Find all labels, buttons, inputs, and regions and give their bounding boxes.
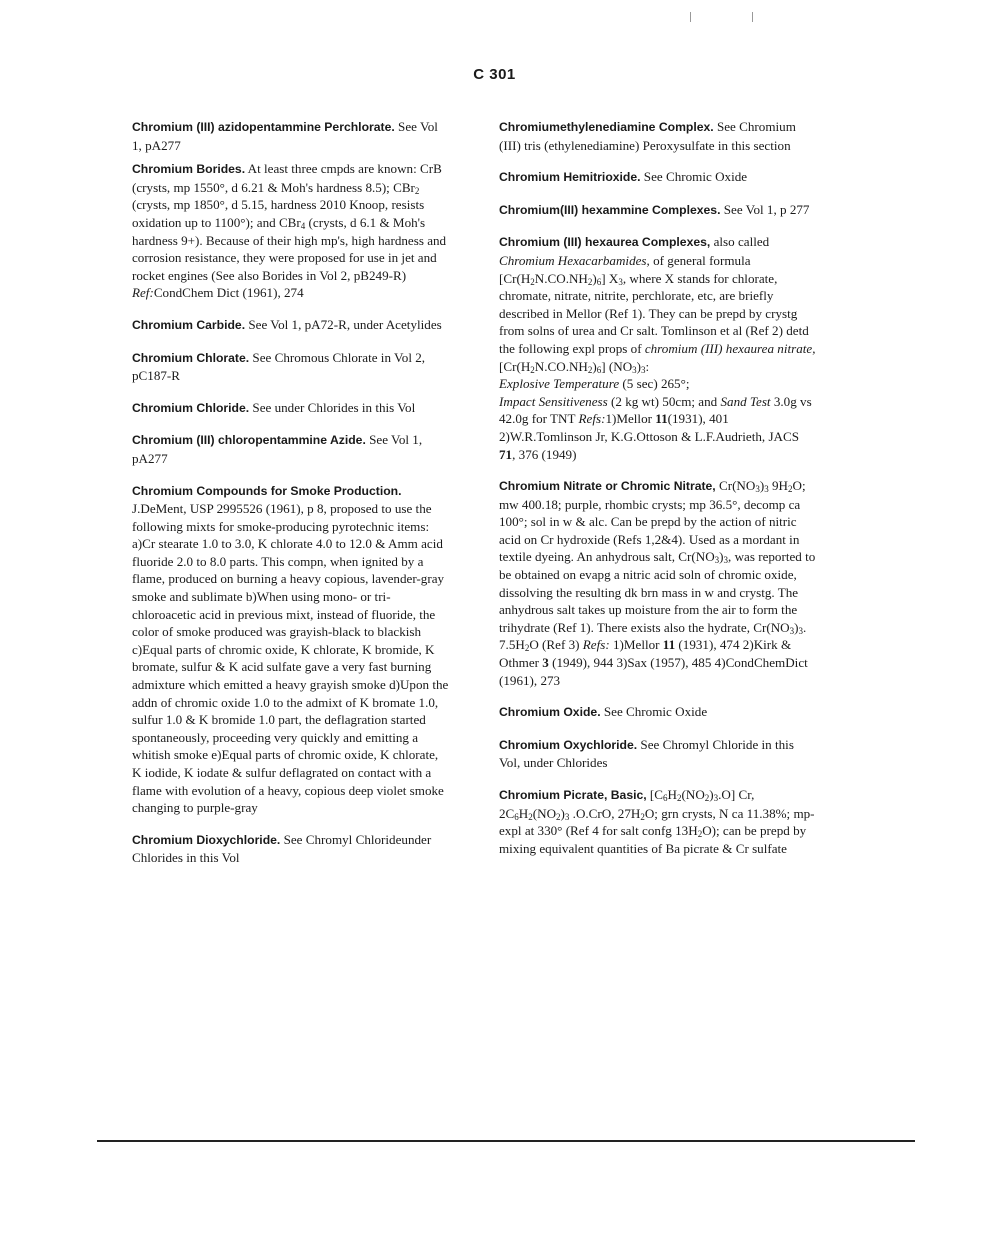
entry-text: ) — [592, 358, 597, 374]
italic-text: Sand Test — [720, 393, 771, 409]
entry-text: (1931), 474 2)Kirk & Othmer — [499, 637, 792, 671]
entry-chloropentammine-azide — [132, 431, 450, 467]
subscript: 6 — [514, 811, 519, 822]
entry-text: ] X — [601, 270, 619, 286]
entry-chromium-nitrate — [499, 477, 817, 689]
entry-text: , where X stands for chlorate, chromate, nitrate, nitrite, perchlorate, etc, are briefly described in Mellor (Ref 1). They can be prepd by crystg from solns of urea and Cr salt. Tomlinson et al (Ref 2) detd the following expl props of — [499, 270, 809, 356]
subscript: 2 — [677, 793, 682, 803]
entry-text: O; mw 400.18; purple, rhombic crysts; mp 36.5°, decomp ca 100°; sol in w & alc. Can be prepd by the action of nitric acid on Cr hydroxide (Refs 1,2&4). Used as a mordant in textile dyeing. An anhydrous salt, Cr(NO — [499, 478, 806, 565]
subscript: 2 — [524, 643, 530, 654]
subscript: 3 — [764, 484, 769, 495]
italic-text: Impact Sensitiveness — [499, 393, 608, 409]
entry-body: See Vol 1, pA277 — [132, 432, 423, 466]
subscript: 4 — [300, 220, 306, 231]
entry-term: Chromium Borides. — [132, 162, 246, 177]
entry-text: O (Ref 3) — [529, 637, 583, 653]
subscript: 2 — [704, 793, 710, 803]
bold-volume: 11 — [662, 637, 676, 653]
entry-body: See Chromous Chlorate in Vol 2, pC187-R — [132, 349, 426, 384]
entry-text: .O.CrO, 27H — [569, 805, 641, 821]
ref-label: Ref: — [132, 285, 154, 301]
scan-mark — [690, 12, 691, 22]
entry-chromium-chlorate — [132, 349, 450, 385]
subscript: 3 — [564, 811, 570, 822]
entry-body: See Chromyl Chlorideunder Chlorides in this Vol — [132, 831, 432, 866]
entry-text: of general formula [Cr(H — [499, 252, 751, 286]
entry-body: See Chromic Oxide — [600, 704, 708, 720]
entry-body: See Chromyl Chloride in this Vol, under Chlorides — [499, 736, 794, 771]
entry-text: H — [667, 787, 677, 802]
subscript: 2 — [530, 276, 535, 287]
entry-text: O); can be prepd by mixing equivalent quantities of Ba picrate & Cr sulfate — [499, 823, 807, 856]
entry-text: ) — [709, 787, 714, 802]
subscript: 3 — [723, 555, 729, 566]
entry-text: H — [518, 805, 529, 821]
entry-term: Chromium (III) chloropentammine Azide. — [132, 433, 366, 448]
entry-body: See Vol 1, pA72-R, under Acetylides — [245, 316, 442, 332]
entry-chromium-hemitrioxide — [499, 168, 817, 187]
entry-hexaurea-complexes — [499, 233, 817, 463]
bold-volume: 11 — [655, 411, 668, 427]
entry-text: At least three cmpds are known: CrB (crysts, mp 1550°, d 6.21 & Moh's hardness 8.5); CBr — [132, 161, 442, 195]
left-column — [132, 118, 450, 881]
entry-ethylenediamine-complex — [499, 118, 817, 154]
entry-chromium-carbide — [132, 316, 450, 335]
ref-label: Refs: — [582, 637, 610, 653]
entry-text: , 376 (1949) — [512, 446, 577, 462]
entry-text: (2 kg wt) 50cm; and — [607, 393, 721, 409]
entry-text: ] (NO — [601, 358, 633, 374]
entry-text: ) — [759, 478, 765, 494]
right-column — [499, 118, 817, 871]
subscript: 6 — [596, 276, 602, 287]
entry-hexammine-complexes — [499, 201, 817, 220]
scan-mark — [752, 12, 753, 22]
entry-text: (NO — [532, 805, 557, 821]
entry-text: (1949), 944 3)Sax (1957), 485 4)CondChemDict (1961), 273 — [499, 655, 808, 688]
entry-text: .O] Cr, 2C — [499, 787, 755, 821]
entry-body: See Chromic Oxide — [640, 169, 748, 185]
entry-term: Chromiumethylenediamine Complex. — [499, 120, 714, 134]
subscript: 2 — [528, 811, 533, 822]
entry-text: 9H — [768, 478, 788, 494]
entry-azidopentammine-perchlorate — [132, 118, 450, 154]
italic-text: Explosive Temperature — [499, 376, 620, 392]
entry-body: See Chromium (III) tris (ethylenediamine) Peroxysulfate in this section — [499, 119, 796, 153]
entry-term: Chromium Nitrate or Chromic Nitrate, — [499, 479, 716, 494]
entry-body: See under Chlorides in this Vol — [249, 399, 416, 415]
entry-body: J.DeMent, USP 2995526 (1961), p 8, proposed to use the following mixts for smoke-producing pyrotechnic items: a)Cr stearate 1.0 to 3.0, K chlorate 4.0 to 12.0 & Amm acid fluoride 2.0 to 8.0 parts. This compn, when ignited by a flame, produced on burning a heavy copious, lavender-gray smoke and sublimate b)When using mono- or tri-chloroacetic acid in previous mixt, instead of fluoride, the color of smoke produced was grayish-black to blackish c)Equal parts of chromic oxide, K chlorate, K bromide, K bromate, sulfur & K acid sulfate gave a very fast burning admixture which emitted a heavy grayish smoke d)Upon the addn of chromic oxide 1.0 to the admixt of K bromate 1.0, sulfur 1.0 & K bromide 1.0 part, the deflagration started spontaneously, proceeding very quickly and emitting a whitish smoke e)Equal parts of chromic oxide, K chlorate, K iodide, K iodate & sulfur deflagrated on contact with a flame with evolution of a heavy, copious deep violet smoke changing to purple-gray — [132, 501, 449, 816]
entry-text: (NO — [681, 787, 705, 802]
subscript: 3 — [641, 364, 646, 375]
entry-term: Chromium Picrate, Basic, — [499, 788, 647, 802]
entry-text: N.CO.NH — [534, 270, 588, 286]
subscript: 3 — [618, 276, 623, 287]
entry-term: Chromium Compounds for Smoke Production. — [132, 483, 402, 498]
entry-text: Cr(NO — [715, 478, 756, 494]
footer-rule — [97, 1140, 915, 1142]
reference: CondChem Dict (1961), 274 — [153, 285, 304, 301]
italic-text: Chromium Hexacarbamides, — [499, 252, 650, 268]
entry-text: : — [645, 358, 650, 374]
subscript: 3 — [713, 793, 719, 803]
entry-text: ) — [719, 549, 724, 565]
entry-text: ) — [592, 270, 597, 286]
entry-term: Chromium(III) hexammine Complexes. — [499, 202, 721, 217]
entry-term: Chromium Hemitrioxide. — [499, 170, 641, 185]
subscript: 2 — [530, 364, 535, 375]
entry-text: (crysts, mp 1850°, d 5.15, hardness 2010 Knoop, resists oxidation up to 1100°); and CBr — [132, 197, 425, 230]
entry-text: [C — [646, 787, 664, 802]
entry-text: , was reported to be obtained on evapg a nitric acid soln of chromic oxide, dissolving the resulting dk brn mass in w and crystg. The anhydrous salt takes up moisture from the air to form the trihydrate (Ref 1). There exists also the hydrate, Cr(NO — [499, 549, 816, 635]
entry-term: Chromium Dioxychloride. — [132, 832, 281, 847]
entry-text: (crysts, d 6.1 & Moh's hardness 9+). Because of their high mp's, high hardness and corrosion resistance, they were proposed for use in jet and rocket engines (See also Borides in Vol 2, pB249-R) — [132, 214, 447, 283]
subscript: 6 — [596, 364, 602, 375]
italic-text: chromium (III) hexaurea nitrate, — [644, 340, 816, 356]
subscript: 2 — [556, 811, 561, 822]
entry-text: (1931), 401 2)W.R.Tomlinson Jr, K.G.Ottoson & L.F.Audrieth, JACS — [499, 411, 800, 444]
entry-term: Chromium Oxide. — [499, 705, 601, 720]
subscript: 2 — [788, 484, 793, 495]
entry-term: Chromium (III) hexaurea Complexes, — [499, 235, 711, 250]
subscript: 2 — [587, 364, 593, 375]
entry-term: Chromium Chlorate. — [132, 350, 250, 365]
entry-text: (5 sec) 265°; — [619, 376, 690, 392]
entry-text: O; grn crysts, N ca 11.38%; mp-expl at 330° (Ref 4 for salt confg 13H — [499, 805, 815, 839]
entry-term: Chromium Oxychloride. — [499, 737, 638, 752]
subscript: 2 — [640, 811, 645, 822]
entry-text: ) — [794, 619, 799, 635]
entry-body: See Vol 1, pA277 — [132, 119, 438, 153]
entry-text: [Cr(H — [499, 358, 531, 374]
entry-body: See Vol 1, p 277 — [720, 201, 810, 217]
entry-chromium-dioxychloride — [132, 831, 450, 867]
subscript: 3 — [755, 484, 760, 495]
entry-text: ) — [560, 805, 565, 821]
entry-smoke-production — [132, 482, 450, 817]
entry-text: also called — [710, 234, 770, 250]
bold-volume: 3 — [542, 655, 549, 671]
subscript: 2 — [414, 185, 420, 196]
entry-chromium-chloride — [132, 399, 450, 418]
subscript: 3 — [632, 364, 637, 375]
entry-text: 3.0g vs 42.0g for TNT — [499, 393, 812, 427]
entry-chromium-oxychloride — [499, 736, 817, 772]
subscript: 3 — [798, 625, 804, 636]
entry-term: Chromium (III) azidopentammine Perchlorate. — [132, 120, 395, 134]
entry-term: Chromium Chloride. — [132, 400, 250, 415]
entry-text: N.CO.NH — [534, 358, 588, 374]
entry-chromium-oxide — [499, 703, 817, 722]
entry-text: . 7.5H — [499, 619, 807, 653]
subscript: 2 — [697, 829, 703, 840]
entry-text: 1)Mellor — [609, 637, 663, 653]
entry-chromium-borides — [132, 160, 450, 302]
subscript: 6 — [663, 793, 668, 803]
entry-text: 1)Mellor — [605, 411, 656, 427]
entry-text: ) — [636, 358, 642, 374]
subscript: 3 — [789, 625, 795, 636]
subscript: 3 — [714, 555, 720, 566]
bold-volume: 71 — [499, 446, 513, 462]
ref-label: Refs: — [578, 411, 606, 427]
page-number: C 301 — [473, 66, 516, 83]
entry-chromium-picrate-basic — [499, 786, 817, 857]
entry-term: Chromium Carbide. — [132, 317, 246, 332]
subscript: 2 — [587, 276, 593, 287]
